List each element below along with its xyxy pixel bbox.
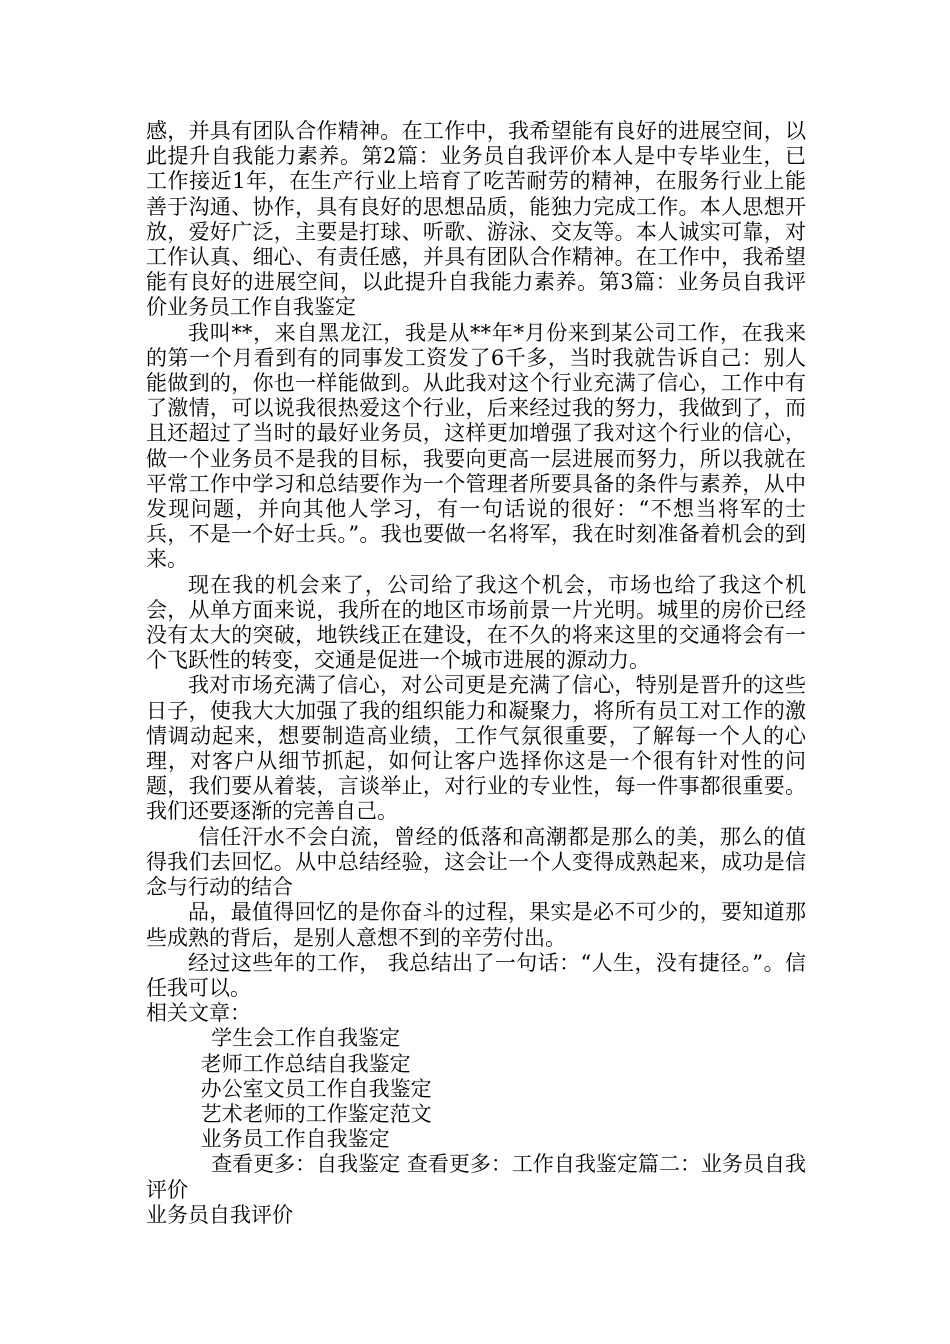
- related-article-link[interactable]: 老师工作总结自我鉴定: [200, 1051, 411, 1076]
- related-article-link[interactable]: 学生会工作自我鉴定: [211, 1026, 401, 1051]
- related-article-link[interactable]: 艺术老师的工作鉴定范文: [200, 1101, 432, 1126]
- paragraph-self-intro: 我叫**，来自黑龙江，我是从**年*月份来到某公司工作，在我来的第一个月看到有的同事发工资发了6千多，当时我就告诉自己：别人能做到的，你也一样能做到。从此我对这个行业充满了信心，工作中有了激情，可以说我很热爱这个行业，后来经过我的努力，我做到了，而且还超过了当时的最好业务员，这样更加增强了我对这个行业的信心，做一个业务员不是我的目标，我要向更高一层进展而努力，所以我就在平常工作中学习和总结要作为一个管理者所要具备的条件与素养，从中发现问题，并向其他人学习，有一句话说的很好：“不想当将军的士兵，不是一个好士兵。”。我也要做一名将军，我在时刻准备着机会的到来。: [146, 320, 806, 572]
- paragraph-confidence: 我对市场充满了信心，对公司更是充满了信心，特别是晋升的这些日子，使我大大加强了我的组织能力和凝聚力，将所有员工对工作的激情调动起来，想要制造高业绩，工作气氛很重要，了解每一个人的心理，对客户从细节抓起，如何让客户选择你这是一个很有针对性的问题，我们要从着装，言谈举止，对行业的专业性，每一件事都很重要。我们还要逐渐的完善自己。: [146, 673, 806, 824]
- paragraph-fruit: 品，最值得回忆的是你奋斗的过程，果实是必不可少的，要知道那些成熟的背后，是别人意想不到的辛劳付出。: [146, 900, 806, 950]
- section-heading: 业务员自我评价: [146, 1202, 293, 1227]
- document-page: [146, 119, 806, 1228]
- paragraph-opportunity: 现在我的机会来了，公司给了我这个机会，市场也给了我这个机会，从单方面来说，我所在的地区市场前景一片光明。城里的房价已经没有太大的突破，地铁线正在建设，在不久的将来这里的交通将会有一个飞跃性的转变，交通是促进一个城市进展的源动力。: [146, 572, 806, 673]
- related-article-link[interactable]: 办公室文员工作自我鉴定: [200, 1076, 432, 1101]
- paragraph-conclusion: 经过这些年的工作， 我总结出了一句话：“人生，没有捷径。”。信任我可以。: [146, 950, 806, 1000]
- paragraph-intro: 感，并具有团队合作精神。在工作中，我希望能有良好的进展空间，以此提升自我能力素养。第2篇：业务员自我评价本人是中专毕业生，已工作接近1年，在生产行业上培育了吃苦耐劳的精神，在服务行业上能善于沟通、协作，具有良好的思想品质，能独力完成工作。本人思想开放，爱好广泛，主要是打球、听歌、游泳、交友等。本人诚实可靠，对工作认真、细心、有责任感，并具有团队合作精神。在工作中，我希望能有良好的进展空间，以此提升自我能力素养。第3篇：业务员自我评价业务员工作自我鉴定: [146, 119, 806, 320]
- related-articles-title: 相关文章：: [146, 1001, 251, 1026]
- related-articles-list: [146, 1026, 806, 1152]
- paragraph-effort: 信任汗水不会白流，曾经的低落和高潮都是那么的美，那么的值得我们去回忆。从中总结经验，这会让一个人变得成熟起来，成功是信念与行动的结合: [146, 824, 806, 900]
- related-article-link[interactable]: 业务员工作自我鉴定: [200, 1127, 390, 1152]
- see-more-line[interactable]: 查看更多：自我鉴定 查看更多：工作自我鉴定篇二：业务员自我评价: [146, 1152, 806, 1202]
